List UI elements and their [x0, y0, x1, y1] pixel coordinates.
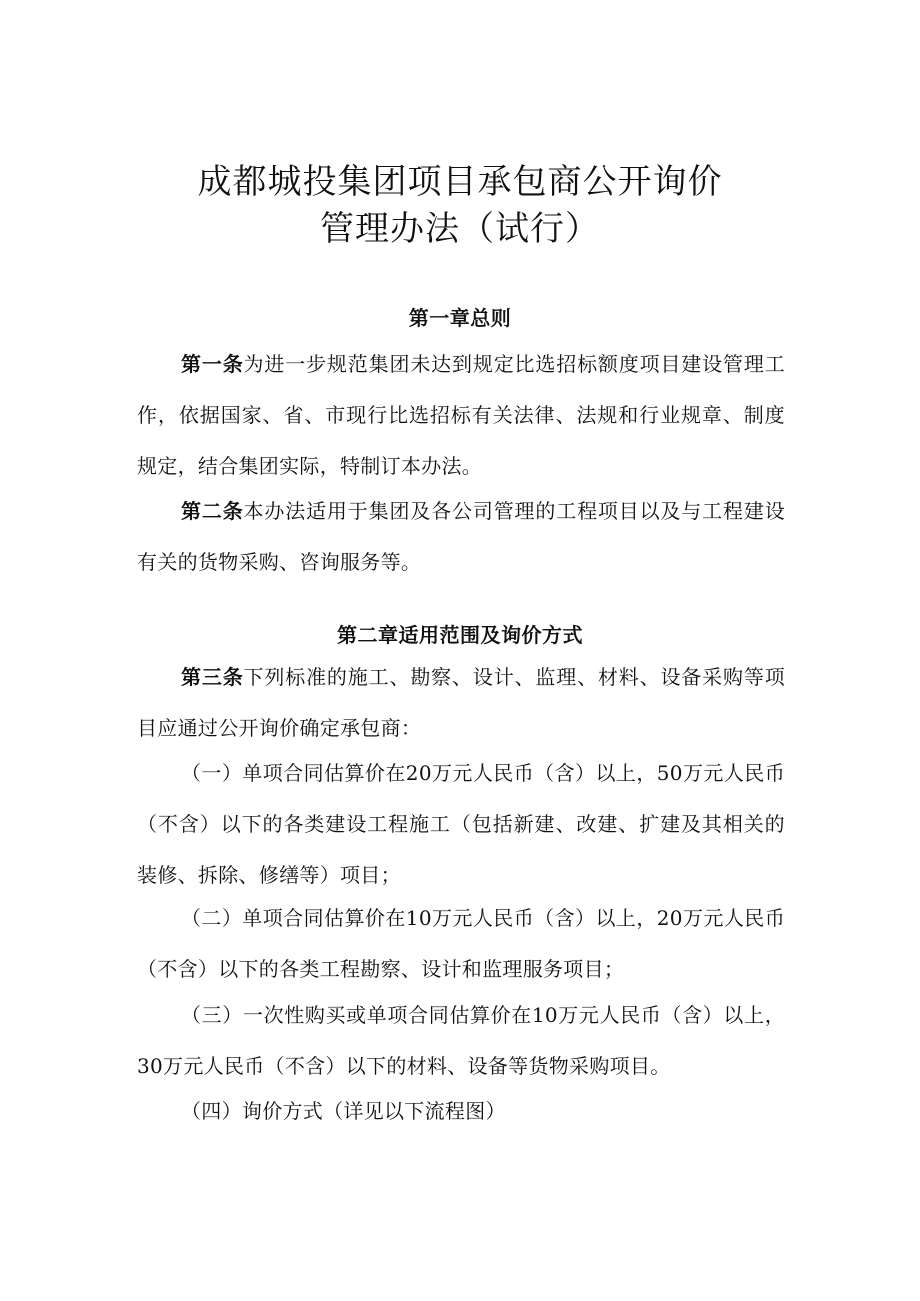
article-label: 第二条: [181, 499, 244, 523]
article-text: 下列标准的施工、勘察、设计、监理、材料、设备采购等项目应通过公开询价确定承包商：: [137, 665, 785, 740]
article-label: 第一条: [181, 352, 244, 376]
article-3: [137, 652, 785, 754]
document-title-line1: 成都城投集团项目承包商公开询价: [197, 162, 723, 202]
article-text: 为进一步规范集团未达到规定比选招标额度项目建设管理工作，依据国家、省、市现行比选招标有关法律、法规和行业规章、制度规定，结合集团实际，特制订本办法。: [137, 352, 785, 478]
list-item: （二）单项合同估算价在10万元人民币（含）以上，20万元人民币（不含）以下的各类工程勘察、设计和监理服务项目；: [137, 906, 785, 981]
article-text: 本办法适用于集团及各公司管理的工程项目以及与工程建设有关的货物采购、咨询服务等。: [137, 499, 785, 574]
article-2: [137, 486, 785, 588]
article-label: 第三条: [181, 665, 244, 689]
chapter-heading-1: 第一章总则: [408, 306, 512, 330]
list-item: （三）一次性购买或单项合同估算价在10万元人民币（含）以上，30万元人民币（不含）以下的材料、设备等货物采购项目。: [137, 1003, 785, 1078]
article-1: [137, 339, 785, 492]
document-title-line2: 管理办法（试行）: [320, 209, 600, 249]
list-item: （四）询价方式（详见以下流程图）: [181, 1099, 506, 1123]
chapter-heading-2: 第二章适用范围及询价方式: [337, 623, 583, 647]
list-item: （一）单项合同估算价在20万元人民币（含）以上，50万元人民币（不含）以下的各类建设工程施工（包括新建、改建、扩建及其相关的装修、拆除、修缮等）项目；: [137, 761, 785, 887]
